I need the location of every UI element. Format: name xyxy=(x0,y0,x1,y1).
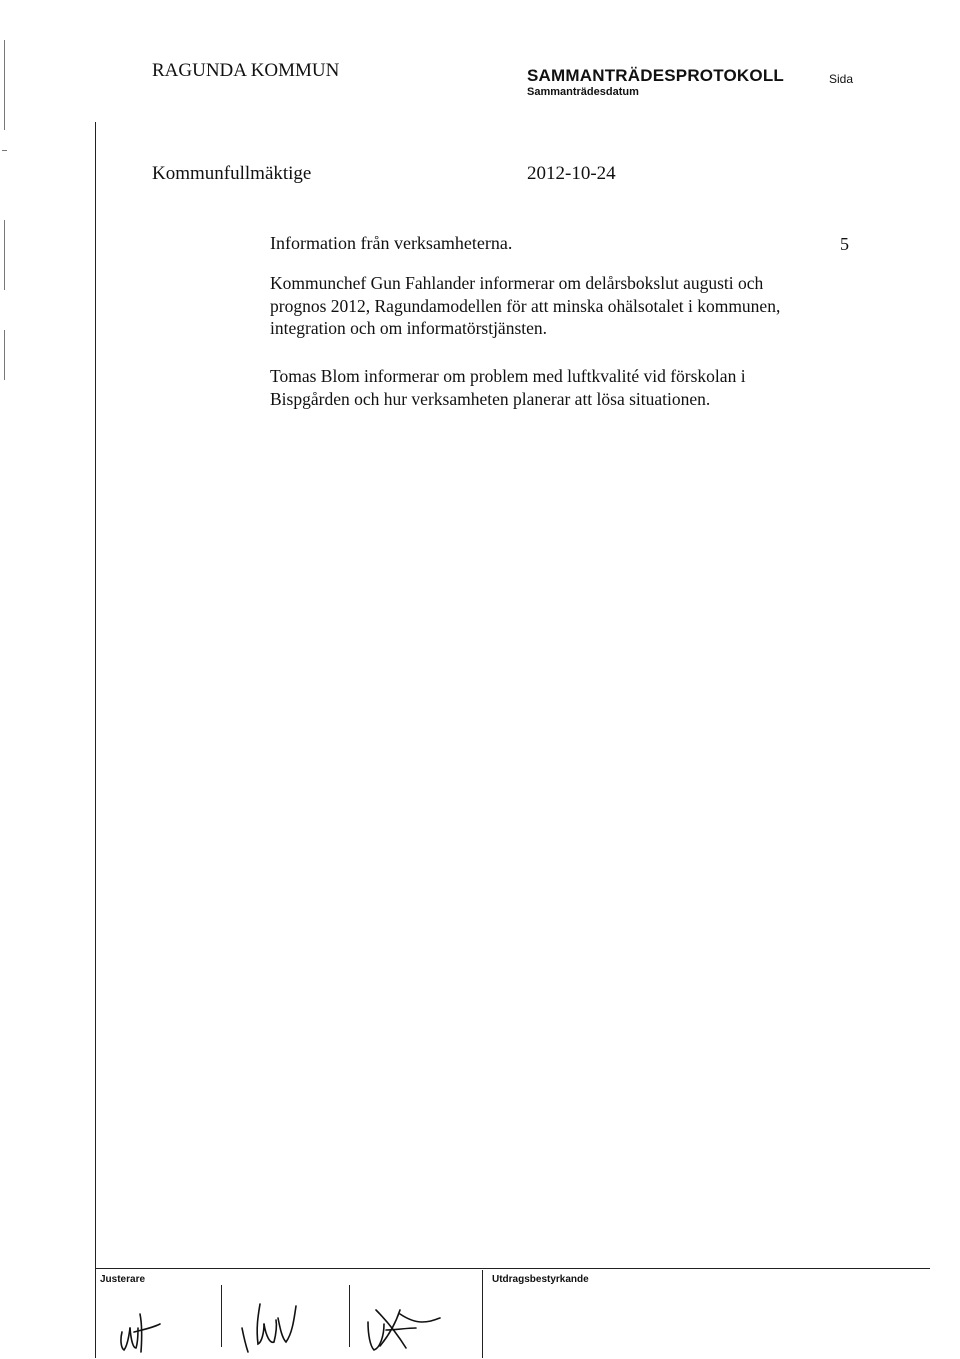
organization-name: RAGUNDA KOMMUN xyxy=(152,60,340,81)
signature-initials-3 xyxy=(368,1310,440,1350)
paragraph-line: integration och om informatörstjänsten. xyxy=(270,318,548,338)
signature-initials-1 xyxy=(121,1314,160,1352)
scan-edge-mark xyxy=(2,150,7,151)
paragraph-line: Kommunchef Gun Fahlander informerar om delårsbokslut augusti och xyxy=(270,273,764,293)
scan-edge-mark xyxy=(4,220,5,290)
paragraph-line: prognos 2012, Ragundamodellen för att minska ohälsotalet i kommunen, xyxy=(270,295,781,316)
page-number: 5 xyxy=(840,234,849,254)
meeting-date: 2012-10-24 xyxy=(527,163,616,184)
extract-certification-label: Utdragsbestyrkande xyxy=(492,1274,589,1285)
signature-area xyxy=(100,1262,480,1358)
signature-initials-2 xyxy=(242,1304,296,1352)
committee-name: Kommunfullmäktige xyxy=(152,163,312,184)
paragraph-line: Tomas Blom informerar om problem med luftkvalité vid förskolan i xyxy=(270,366,746,386)
scan-edge-mark xyxy=(4,330,5,380)
section-heading: Information från verksamheterna. xyxy=(270,233,513,253)
left-margin-rule xyxy=(95,122,96,1358)
protocol-title: SAMMANTRÄDESPROTOKOLL xyxy=(527,66,784,85)
paragraph-line: Bispgården och hur verksamheten planerar att lösa situationen. xyxy=(270,388,711,409)
signature-divider xyxy=(482,1270,483,1358)
page-label: Sida xyxy=(829,72,854,86)
paragraph-ceo-information xyxy=(270,272,850,340)
justerare-label: Justerare xyxy=(100,1274,146,1285)
meeting-date-label: Sammanträdesdatum xyxy=(527,86,639,98)
paragraph-air-quality-information xyxy=(270,365,850,410)
scan-edge-mark xyxy=(4,40,5,130)
